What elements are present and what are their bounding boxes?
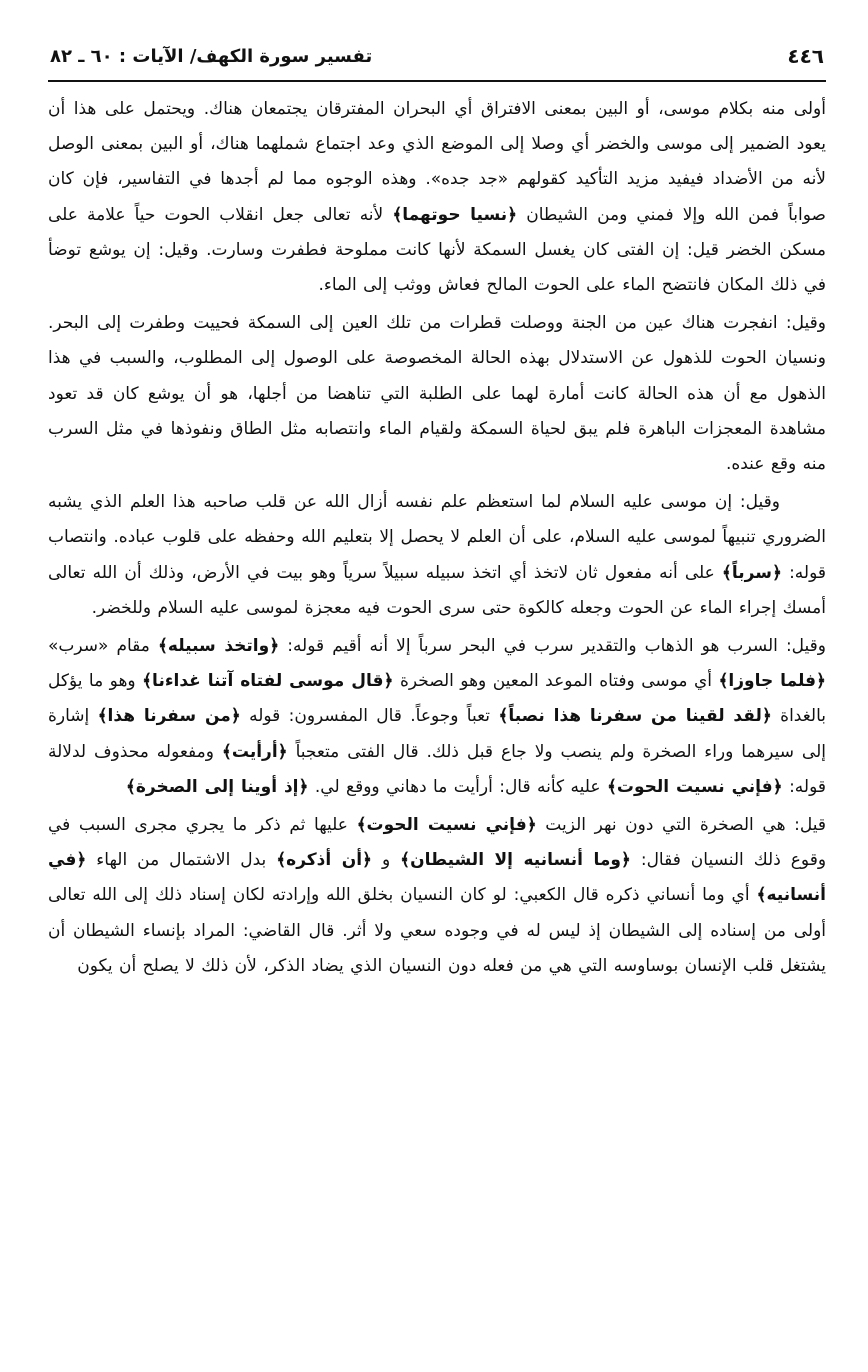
text-run: بدل الاشتمال من الهاء xyxy=(96,850,267,871)
text-run: وقيل: إن موسى عليه السلام لما استعظم علم نفسه أزال الله عن قلب صاحبه هذا العلم الذي يشبه الضروري تنبيهاً لموسى عليه السلام، على أن العلم لا يحصل إلا بتعليم الله وحفظه على قلوب عباده. وانتصاب قوله: xyxy=(48,492,826,583)
text-run: وقيل: انفجرت هناك عين من الجنة ووصلت قطرات من تلك العين إلى السمكة فحييت وطفرت إلى البحر. ونسيان الحوت للذهول عن الاستدلال بهذه الحالة المخصوصة على الوصول إلى المطلوب، والسبب في هذا الذهول مع أن هذه الحالة كانت أمارة لهما على الطلبة التي تناهضا من أجلها، هو أن يوشع كان قد تعود مشاهدة المعجزات الباهرة فلم يبق لحياة السمكة ولقيام الماء وانتصابه مثل الطاق ونفوذها في مثل السرب منه وقع عنده. xyxy=(48,313,826,475)
quran-quote: ﴿أرأيت﴾ xyxy=(221,741,288,762)
text-run: أي موسى وفتاه الموعد المعين وهو الصخرة xyxy=(399,671,712,692)
text-run: أي وما أنساني ذكره قال الكعبي: لو كان النسيان بخلق الله وإرادته لكان إسناد ذلك إلى الله تعالى أولى من إسناده إلى الشيطان إذ ليس له في وجوده سعي ولا أثر. قال القاضي: المراد بإنساء الشيطان أن يشتغل قلب الإنسان بوساوسه التي هي من فعله دون النسيان الذي يضاد الذكر، لأن ذلك لا يصلح أن يكون xyxy=(48,885,826,976)
quran-quote: ﴿قال موسى لفتاه آتنا غداءنا﴾ xyxy=(142,671,394,692)
text-run: وقيل: السرب هو الذهاب والتقدير سرب في البحر سرباً إلا أنه أقيم قوله: xyxy=(287,636,826,657)
quran-quote: ﴿لقد لقينا من سفرنا هذا نصباً﴾ xyxy=(498,706,772,727)
quran-quote: ﴿سرباً﴾ xyxy=(721,562,782,583)
text-run: عليها ثم ذكر ما يجري مجرى السبب في وقوع ذلك النسيان فقال: xyxy=(48,815,826,871)
paragraph xyxy=(48,306,826,482)
quran-quote: ﴿من سفرنا هذا﴾ xyxy=(97,706,241,727)
quran-quote: ﴿فإني نسيت الحوت﴾ xyxy=(356,815,537,836)
page-header xyxy=(48,40,826,82)
text-run: أولى منه بكلام موسى، أو البين بمعنى الافتراق أي البحران المفترقان يجتمعان هناك. ويحتمل على هذا أن يعود الضمير إلى موسى والخضر أي وصلا إلى الموضع الذي وعد اجتماع شملهما هناك، أو البين بمعنى الوصل لأنه من الأضداد فيفيد مزيد التأكيد كقولهم «جد جده». وهذه الوجوه مما لم أجدها في التفاسير، فإن كان صواباً فمن الله وإلا فمني ومن الشيطان xyxy=(48,99,826,225)
page-number: ٤٤٦ xyxy=(787,44,824,68)
page xyxy=(48,40,826,1340)
quran-quote: ﴿واتخذ سبيله﴾ xyxy=(157,636,280,657)
text-run: وهو ما يؤكل بالغداة xyxy=(48,671,826,727)
text-run: قيل: هي الصخرة التي دون نهر الزيت xyxy=(545,815,826,836)
paragraph xyxy=(48,92,826,303)
text-run: تعباً وجوعاً. قال المفسرون: قوله xyxy=(249,706,491,727)
text-run: و xyxy=(381,850,391,871)
text-run: لأنه تعالى جعل انقلاب الحوت حياً علامة على مسكن الخضر قيل: إن الفتى كان يغسل السمكة لأنها كانت مملوحة فطفرت وسارت. وقيل: إن يوشع توضأ في ذلك المكان فانتضح الماء على الحوت المالح فعاش ووثب إلى الماء. xyxy=(48,204,826,296)
quran-quote: ﴿أن أذكره﴾ xyxy=(276,850,372,871)
text-run: مقام «سرب» xyxy=(48,636,150,657)
quran-quote: ﴿في أنسانيه﴾ xyxy=(48,850,826,906)
text-run: على أنه مفعول ثان لاتخذ أي اتخذ سبيله سبيلاً سرياً وهو بيت في الأرض، وذلك أن الله تعالى أمسك إجراء الماء عن الحوت وجعله كالكوة حتى سرى الحوت فيه معجزة لموسى عليه السلام وللخضر. xyxy=(48,562,826,618)
paragraph xyxy=(48,485,826,626)
text-run: عليه كأنه قال: أرأيت ما دهاني ووقع لي. xyxy=(314,776,601,797)
running-title: تفسير سورة الكهف/ الآيات : ٦٠ ـ ٨٢ xyxy=(50,46,373,67)
text-run: إشارة إلى سيرهما وراء الصخرة ولم ينصب ولا جاع قبل ذلك. قال الفتى متعجباً xyxy=(48,706,826,762)
paragraph xyxy=(48,808,826,984)
quran-quote: ﴿فإني نسيت الحوت﴾ xyxy=(606,776,783,797)
text-run: ومفعوله محذوف لدلالة قوله: xyxy=(48,741,826,797)
quran-quote: ﴿وما أنسانيه إلا الشيطان﴾ xyxy=(400,850,631,871)
paragraph xyxy=(48,629,826,805)
quran-quote: ﴿إذ أوينا إلى الصخرة﴾ xyxy=(125,776,309,797)
body-text xyxy=(48,92,826,984)
quran-quote: ﴿فلما جاوزا﴾ xyxy=(718,671,826,692)
quran-quote: ﴿نسيا حوتهما﴾ xyxy=(392,204,518,225)
